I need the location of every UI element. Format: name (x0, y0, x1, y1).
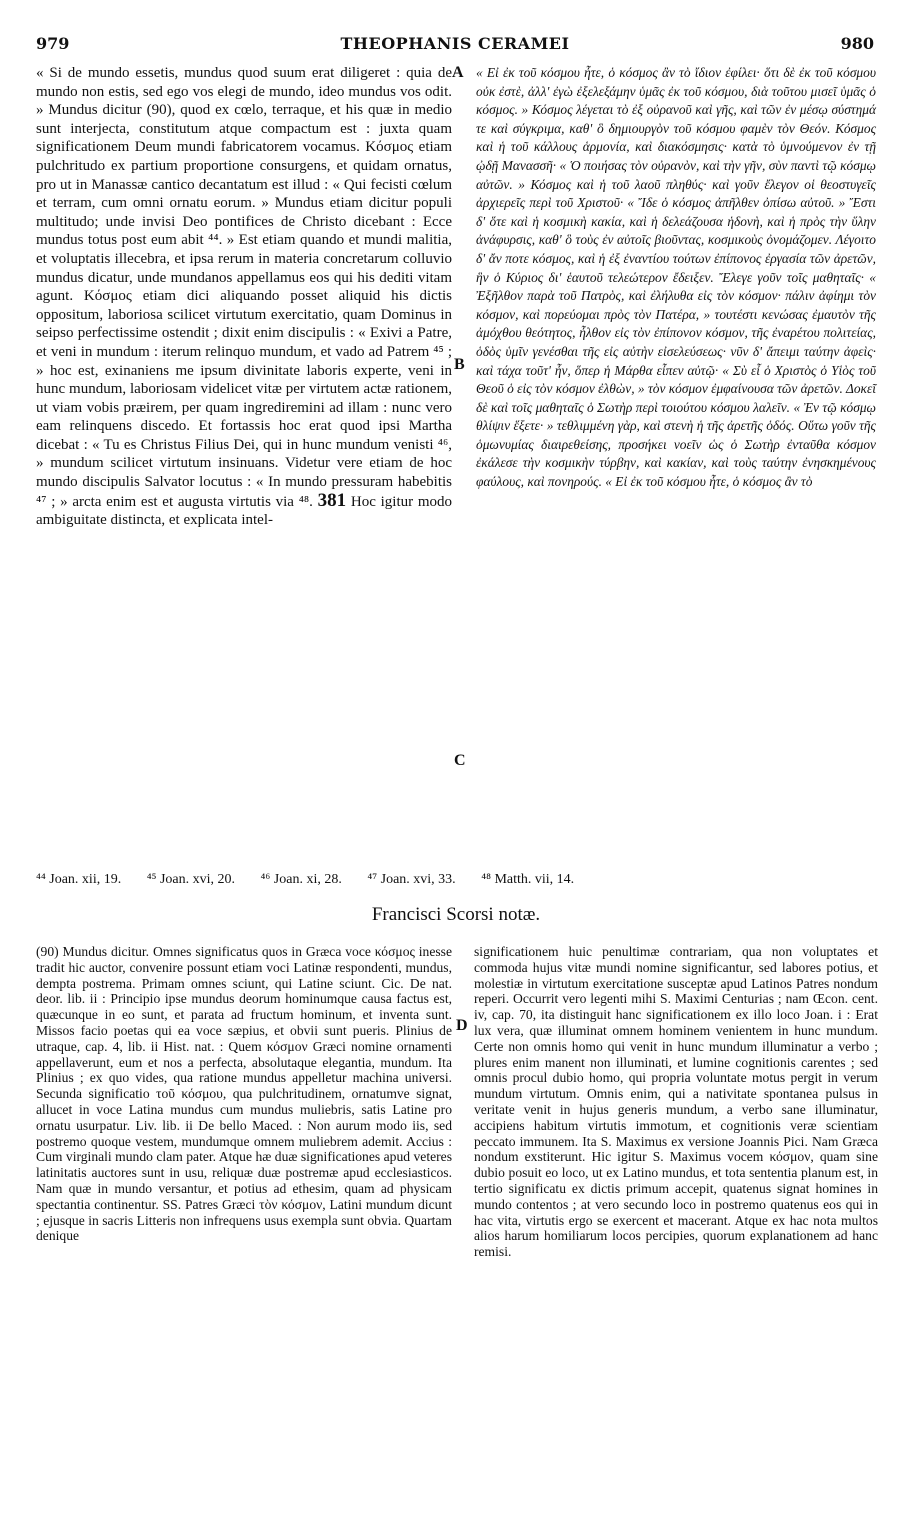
latin-text-end: Hoc igitur modo ambiguitate distincta, et explicata intel- (36, 493, 453, 529)
greek-text: « Εἰ ἐκ τοῦ κόσμου ἦτε, ὁ κόσμος ἂν τὸ ἴδιον ἐφίλει· ὅτι δὲ ἐκ τοῦ κόσμου οὐκ ἐστὲ, ἀλλ' ἐγὼ ἐξελεξάμην ὑμᾶς ἐκ τοῦ κόσμου, διὰ τοῦτου μισεῖ ὑμᾶς ὁ κόσμος. » Κόσμος λέγεται τὸ ἐξ οὐρανοῦ καὶ γῆς, καὶ τῶν ἐν μέσῳ σύστημά τε καὶ σύγκριμα, καθ' ὃ δημιουργὸν τοῦ κόσμου φαμὲν τὸν Θεόν. Κόσμος καὶ ἡ τοῦ κάλλους ἁρμονία, καὶ διακόσμησις· κατὰ τὸ ὑμνούμενον ἐν τῇ ᾠδῇ Μανασσῆ· « Ὁ ποιήσας τὸν οὐρανὸν, καὶ τὴν γῆν, σὺν παντὶ τῷ κόσμῳ αὐτῶν. » Κόσμος καὶ ἡ τοῦ λαοῦ πληθύς· καὶ γοῦν ἔλεγον οἱ θεοστυγεῖς ἀρχιερεῖς περὶ τοῦ Χριστοῦ· « Ἴδε ὁ κόσμος ἀπῆλθεν ὀπίσω αὐτοῦ. » Ἔστι δ' ὅτε καὶ ἡ κοσμικὴ κακία, καὶ ἡ δελεάζουσα ἡδονὴ, καὶ ἡ πρὸς τὴν ὕλην ἀνάφυρσις, καθ' ὃ τοὺς ἐν αὐτοῖς βιοῦντας, κοσμικοὺς ὀνομάζομεν. Λέγοιτο δ' ἄν ποτε κόσμος, καὶ ἡ ἐξ ἐναντίου τούτων ἐπίπονος ἐργασία τῶν ἀρετῶν, ἣν ὁ Κύριος δι' ἑαυτοῦ τελεώτερον ἔδειξεν. Ἔλεγε γοῦν τοῖς μαθηταῖς· « Ἐξῆλθον παρὰ τοῦ Πατρὸς, καὶ ἐλήλυθα εἰς τὸν κόσμον· πάλιν ἀφίημι τὸν κόσμον, καὶ πορεύομαι πρὸς τὸν Πατέρα, » τουτέστι κενώσας ἐμαυτὸν τῆς ἀμόχθου θεότητος, ἦλθον εἰς τὸν ἐπίπονον κόσμον, τῆς ἐναρέτου πολιτείας, ὁδὸς ὑμῖν γενέσθαι τῆς εἰς αὐτὴν εἰσελεύσεως· νῦν δ' ἄπειμι ταύτην ἀφεὶς· καὶ τάχα τοῦτ' ἦν, ὅπερ ἡ Μάρθα εἶπεν αὐτῷ· « Σὺ εἶ ὁ Χριστὸς ὁ Υἱὸς τοῦ Θεοῦ ὁ εἰς τὸν κόσμον ἐλθὼν, » τὸν κόσμον ἐμφαίνουσα τῶν ἀρετῶν. Δοκεῖ δὲ καὶ τοῖς μαθηταῖς ὁ Σωτὴρ περὶ τοιούτου κόσμου λαλεῖν. « Ἐν τῷ κόσμῳ θλίψιν ἕξετε· » τεθλιμμένη γὰρ, καὶ στενὴ ἡ τῆς ἀρετῆς ὁδός. Οὕτω γοῦν τῆς ὁμωνυμίας διαιρεθείσης, προσήκει νοεῖν ὡς ὁ Σωτὴρ ἐνταῦθα κόσμον ἐκάλεσε τὴν κοσμικὴν τύρβην, καὶ κακίαν, καὶ τοὺς ταύτην ἐνησκημένους φαύλους, καὶ πονηρούς. « Εἰ ἐκ τοῦ κόσμου ἦτε, ὁ κόσμος ἂν τὸ (476, 65, 876, 490)
notes-title: Francisci Scorsi notæ. (371, 904, 541, 925)
inline-page-marker: 381 (317, 489, 347, 511)
footnote: ⁴⁵ Joan. xvi, 20. (146, 872, 236, 887)
margin-marker-d: D (456, 1017, 468, 1034)
latin-text: « Si de mundo essetis, mundus quod suum erat diligeret : quia de mundo non estis, sed ego vos elegi de mundo, ideo mundus vos odit. » Mundus dicitur (90), quod ex cœlo, terraque, et his quæ in medio sunt interjecta, constitutum atque compactum est : juxta quam significationem Deum mundi fabricatorem vocamus. Κόσμος etiam pulchritudo ex partium proportione consurgens, et quidam ornatus, pro ut in Manassæ cantico decantatum est illud : « Qui fecisti cœlum et terram, cum omni ornatu eorum. » Mundus etiam dicitur populi multitudo; unde invisi Deo pontifices de Christo dicebant : Ecce mundus totus post eum abit ⁴⁴. » Est etiam quando et mundi malitia, et voluptatis illecebra, et ipsa rerum in materia concretarum colluvio mundus dicatur, unde mundanos appellamus eos qui his dediti vitam agunt. Κόσμος etiam dici aliquando posset aliquid his dictis oppositum, laboriosa scilicet virtutum exercitatio, quam Dominus in seipso perfectissime ostendit ; dixit enim discipulis : « Exivi a Patre, et veni in mundum : iterum relinquo mundum, et vado ad Patrem ⁴⁵ ; » hoc est, exinaniens me ipsum divinitate laboris experte, veni in hunc mundum, laboriosam videlicet vitæ per virtutem actæ rationem, ut viam vobis præirem, per quam ingrediremini ad illam : nunc vero eam relinquens discedo. Et fortassis hoc erat quod ipsi Martha dicebat : « Tu es Christus Filius Dei, qui in hunc mundum venisti ⁴⁶, » mundum scilicet virtutum insinuans. Videtur vere etiam de hoc mundo discipulis Salvator locutus : « In mundo pressuram habebitis ⁴⁷ ; » arcta enim est et augusta virtutis via ⁴⁸. (36, 65, 452, 510)
running-title: THEOPHANIS CERAMEI (340, 34, 570, 53)
notes-right-column (474, 944, 878, 1260)
footnote: ⁴⁷ Joan. xvi, 33. (367, 872, 456, 887)
page-number-right: 980 (840, 34, 874, 53)
notes-left-text: (90) Mundus dicitur. Omnes significatus quos in Græca voce κόσμος inesse tradit hic auctor, convenire possunt etiam voci Latinæ respondenti, mundus, dempta postrema. Primam omnes sciunt, qui Latine sciunt. Cic. De nat. deor. lib. ii : Principio ipse mundus deorum hominumque causa factus est, quæcunque in eo sunt, et parata ad fructum hominum, et inventa sunt. Missos facio poetas qui ea voce sæpius, et obvii sunt pueris. Plinius de utraque, cap. 4, lib. ii Hist. nat. : Quem κόσμον Græci nomine ornamenti appellaverunt, eum et nos a perfecta, absolutaque elegantia, mundum. Ita Plinius ; ex quo vides, qua ratione mundus appelletur machina universi. Secunda significatio τοῦ κόσμου, qua pulchritudinem, ornatumve signat, allucet in voce Latina mundus cum mundus muliebris, satis Latine pro ornatu usurpatur. Liv. lib. ii De bello Maced. : Non aurum modo iis, sed postremo quoque vestem, mundumque omnem muliebrem ademit. Accius : Cum virginali mundo clam pater. Atque hæ duæ significationes apud veteres latinitatis auctores sunt in usu, reliquæ duæ postremæ apud ecclesiasticos. Nam quæ in mundo versantur, et potius ad ethesim, quam ad physicam spectantia continentur. SS. Patres Græci τὸν κόσμον, Latini mundum dicunt ; ejusque in sacris Litteris non infrequens usus exempla sunt obvia. Quartam denique (36, 944, 452, 1244)
page-number-left: 979 (36, 34, 70, 53)
greek-column (476, 64, 876, 492)
notes-right-text: significationem huic penultimæ contrariam, qua non voluptates et commoda hujus vitæ mundi nomine significantur, sed labores potius, et molestiæ in virtutum exercitatione susceptæ apud Latinos Patres nondum reperi. Occurrit vero legenti mihi S. Maximi Centurias ; nam Œcon. cent. iv, cap. 70, ita distinguit hanc significationem ex illo loco Joan. i : Erat lux vera, quæ illuminat omnem hominem venientem in hunc mundum. Certe non omnis homo qui venit in hunc mundum illuminatur a verbo ; plures enim manent non illuminati, et lumine cognitionis carentes ; sed omnis procul dubio homo, qui propria voluntate motus pergit in verum mundum virtutum. Omnis enim, qui a nativitate spontanea pulsus in veritate venit in hujus generis mundum, a verbo sane illuminatur, accipiens habitum virtutis immotum, et cognitionis veræ scientiam peccato immunem. Ita S. Maximus ex versione Joannis Pici. Nam Græca nondum exstiterunt. Hic igitur S. Maximus vocem κόσμον, quam sine dubio posuit eo loco, ut ex Latino mundus, et tota sententia planum est, in tertio significatu ex dictis primum accepit, quatenus signat homines in mundo contentos ; at vero secundo loco in postremo quatenus eos qui in hac vita, virtutis ergo se exercent et macerant. Atque ex hac nota multos alios harum homiliarum locos percipies, quorum explanationem ad hanc remisi. (474, 944, 878, 1260)
margin-marker-b: B (454, 356, 465, 373)
footnote: ⁴⁶ Joan. xi, 28. (260, 872, 342, 887)
latin-column (36, 64, 452, 530)
margin-marker-a: A (452, 64, 464, 81)
notes-left-column (36, 944, 452, 1244)
page-header (36, 34, 874, 58)
margin-marker-c: C (454, 752, 466, 769)
footnotes (36, 872, 876, 888)
footnote: ⁴⁸ Matth. vii, 14. (481, 872, 575, 887)
footnote: ⁴⁴ Joan. xii, 19. (36, 872, 122, 887)
